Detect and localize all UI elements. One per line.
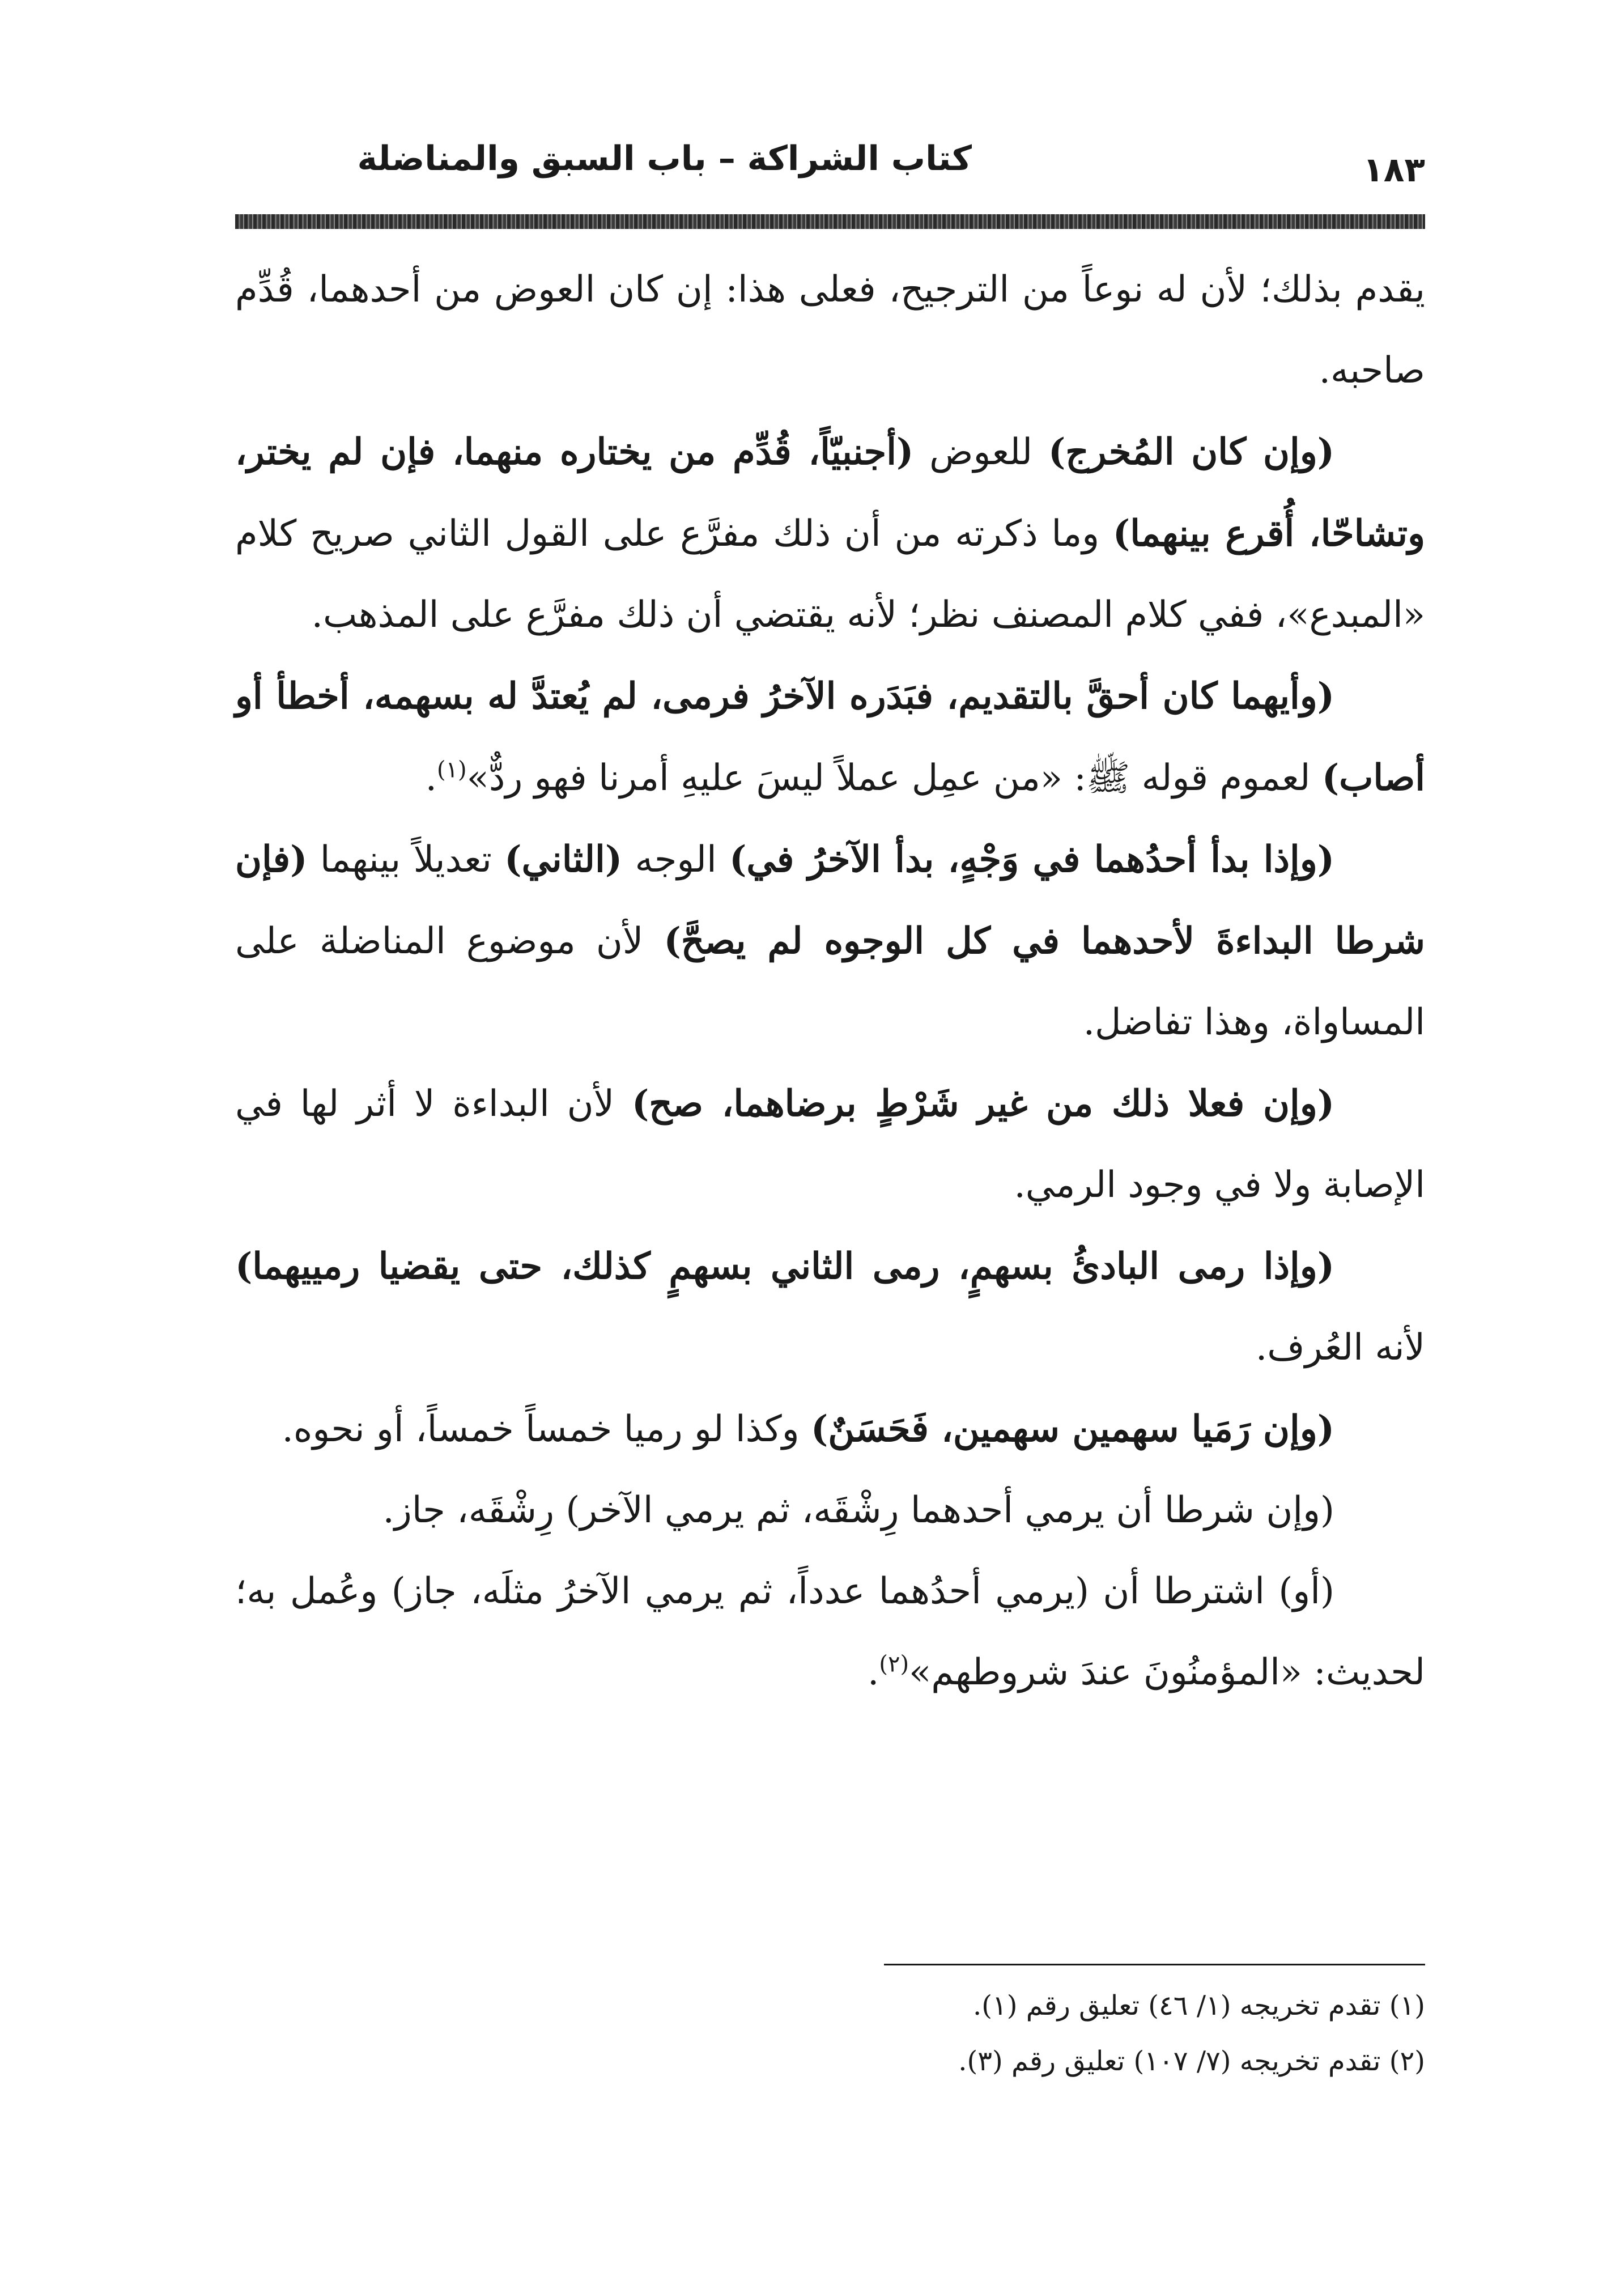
commentary-text: الوجه bbox=[622, 839, 730, 881]
commentary-text: وعُمل به؛ لحديث: «المؤمنُونَ عندَ شروطهم» bbox=[235, 1570, 1425, 1693]
paragraph-4 bbox=[235, 819, 1425, 1063]
footnotes bbox=[235, 1978, 1425, 2089]
chapter-title: كتاب الشراكة – باب السبق والمناضلة bbox=[357, 139, 972, 179]
commentary-text: لأن البداءة لا أثر لها في الإصابة ولا في وجود الرمي. bbox=[235, 1083, 1425, 1206]
page-number: ١٨٣ bbox=[1363, 150, 1425, 190]
footnote-ref[interactable]: (١) bbox=[436, 757, 467, 783]
paragraph-1: يقدم بذلك؛ لأن له نوعاً من الترجيح، فعلى هذا: إن كان العوض من أحدهما، قُدِّم صاحبه. bbox=[235, 269, 1425, 392]
matn-text: (وأيهما كان أحقَّ بالتقديم، فبَدَره الآخرُ فرمى، لم يُعتدَّ له بسهمه، أخطأ أو أصاب) bbox=[235, 675, 1425, 799]
paragraph-3 bbox=[235, 656, 1425, 819]
matn-text: (أو) bbox=[1278, 1570, 1335, 1612]
matn-text: (وإذا بدأ أحدُهما في وَجْهٍ، بدأ الآخرُ في) bbox=[729, 838, 1335, 881]
commentary-text: وما ذكرته من أن ذلك مفرَّع على القول الثاني صريح كلام «المبدع»، ففي كلام المصنف نظر؛ لأنه يقتضي أن ذلك مفرَّع على المذهب. bbox=[235, 513, 1425, 636]
matn-text: (وإن شرطا أن يرمي أحدهما رِشْقَه، ثم يرمي الآخر) bbox=[566, 1489, 1334, 1531]
matn-text: (وإن فعلا ذلك من غير شَرْطٍ برضاهما، صح) bbox=[631, 1082, 1335, 1125]
commentary-text: اشترطا أن bbox=[1089, 1570, 1279, 1612]
footnote-ref[interactable]: (٢) bbox=[879, 1651, 909, 1678]
footnote-1: (١) تقدم تخريجه (١/ ٤٦) تعليق رقم (١). bbox=[973, 1990, 1425, 2022]
commentary-text: وكذا لو رميا خمساً خمساً، أو نحوه. bbox=[282, 1408, 811, 1450]
paragraph-7 bbox=[235, 1388, 1425, 1470]
paragraph-2 bbox=[235, 411, 1425, 656]
footnote-2: (٢) تقدم تخريجه (٧/ ١٠٧) تعليق رقم (٣). bbox=[958, 2045, 1425, 2077]
matn-text: (وإن رَمَيا سهمين سهمين، فَحَسَنٌ) bbox=[810, 1408, 1334, 1450]
paragraph-6 bbox=[235, 1226, 1425, 1388]
matn-text: (وإذا رمى البادئُ بسهمٍ، رمى الثاني بسهمٍ كذلك، حتى يقضيا رمييهما) bbox=[235, 1245, 1335, 1288]
commentary-text: لعموم قوله ﷺ: «من عمِل عملاً ليسَ عليهِ أمرنا فهو ردٌّ» bbox=[466, 757, 1322, 799]
matn-text: (يرمي أحدُهما عدداً، ثم يرمي الآخرُ مثلَه، جاز) bbox=[391, 1570, 1090, 1612]
matn-text: (فإن شرطا البداءةَ لأحدهما في كل الوجوه لم يصحَّ) bbox=[235, 838, 1426, 962]
matn-text: (أجنبيّاً، قُدِّم من يختاره منهما، فإن لم يختر، وتشاحّا، أُقرع بينهما) bbox=[235, 431, 1426, 555]
running-header bbox=[235, 133, 1425, 213]
matn-text: (الثاني) bbox=[504, 838, 623, 881]
header-rule bbox=[235, 214, 1425, 229]
commentary-text: تعديلاً بينهما bbox=[307, 839, 505, 881]
commentary-text: لأن موضوع المناضلة على المساواة، وهذا تفاضل. bbox=[235, 920, 1425, 1043]
commentary-text: لأنه العُرف. bbox=[1255, 1327, 1425, 1369]
paragraph-9 bbox=[235, 1551, 1425, 1713]
paragraph-8 bbox=[235, 1470, 1425, 1551]
footnote-separator bbox=[884, 1964, 1425, 1965]
matn-text: (وإن كان المُخرج) bbox=[1048, 431, 1335, 473]
commentary-text: رِشْقَه، جاز. bbox=[382, 1489, 566, 1531]
commentary-text: . bbox=[868, 1651, 879, 1693]
paragraph-5 bbox=[235, 1063, 1425, 1226]
commentary-text: للعوض bbox=[913, 431, 1048, 473]
main-text bbox=[235, 249, 1425, 1713]
commentary-text: . bbox=[425, 757, 437, 799]
